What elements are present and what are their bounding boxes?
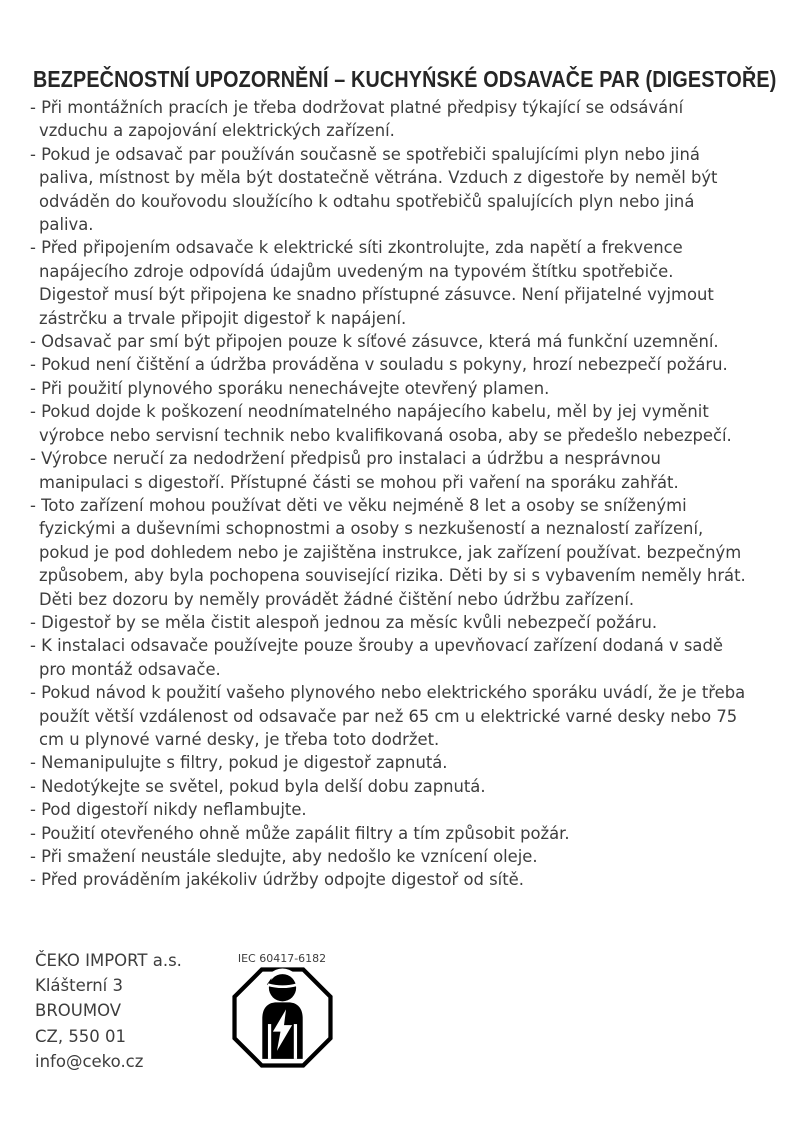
safety-bullet: - Před připojením odsavače k elektrické síti zkontrolujte, zda napětí a frekvence napájecího zdroje odpovídá údajům uvedeným na typovém štítku spotřebiče. Digestoř musí být připojena ke snadno přístupné zásuvce. Není přijatelné vyjmout zástrčku a trvale připojit digestoř k napájení. bbox=[30, 238, 714, 328]
safety-bullet: - Nedotýkejte se světel, pokud byla delší dobu zapnutá. bbox=[30, 776, 486, 796]
safety-bullet: - Výrobce neručí za nedodržení předpisů pro instalaci a údržbu a nesprávnou manipulaci s digestoří. Přístupné části se mohou při vaření na sporáku zahřát. bbox=[30, 449, 679, 492]
safety-instructions-list bbox=[30, 96, 746, 892]
safety-bullet: - Digestoř by se měla čistit alespoň jednou za měsíc kvůli nebezpečí požáru. bbox=[30, 612, 658, 632]
safety-bullet: - K instalaci odsavače používejte pouze šrouby a upevňovací zařízení dodaná v sadě pro montáž odsavače. bbox=[30, 636, 723, 679]
company-name: ČEKO IMPORT a.s. bbox=[35, 951, 182, 970]
safety-bullet: - Při použití plynového sporáku nenechávejte otevřený plamen. bbox=[30, 378, 550, 398]
safety-bullet: - Před prováděním jakékoliv údržby odpojte digestoř od sítě. bbox=[30, 870, 524, 890]
safety-bullet: - Pokud dojde k poškození neodnímatelného napájecího kabelu, měl by jej vyměnit výrobce nebo servisní technik nebo kvalifikovaná osoba, aby se předešlo nebezpečí. bbox=[30, 402, 732, 445]
safety-bullet: - Toto zařízení mohou používat děti ve věku nejméně 8 let a osoby se sníženými fyzickými a duševními schopnostmi a osoby s nezkušeností a neznalostí zařízení, pokud je pod dohledem nebo je zajištěna instrukce, jak zařízení používat. bezpečným způsobem, aby byla pochopena související rizika. Děti by si s vybavením neměly hrát. Děti bez dozoru by neměly provádět žádné čištění nebo údržbu zařízení. bbox=[30, 495, 746, 609]
certification-block bbox=[230, 952, 334, 1068]
safety-bullet: - Pokud není čištění a údržba prováděna v souladu s pokyny, hrozí nebezpečí požáru. bbox=[30, 355, 728, 375]
company-postal: CZ, 550 01 bbox=[35, 1026, 127, 1046]
electrician-service-icon bbox=[230, 967, 334, 1068]
iec-standard-label: IEC 60417-6182 bbox=[237, 952, 327, 965]
page-title: BEZPEČNOSTNÍ UPOZORNĚNÍ – KUCHYŃSKÉ ODSAVAČE PAR (DIGESTOŘE) bbox=[33, 65, 777, 92]
safety-bullet: - Použití otevřeného ohně může zapálit filtry a tím způsobit požár. bbox=[30, 823, 570, 843]
safety-bullet: - Pod digestoří nikdy neflambujte. bbox=[30, 800, 307, 820]
safety-bullet: - Pokud je odsavač par používán současně se spotřebiči spalujícími plyn nebo jiná paliva, místnost by měla být dostatečně větrána. Vzduch z digestoře by neměl být odváděn do kouřovodu sloužícího k odtahu spotřebičů spalujících plyn nebo jiná paliva. bbox=[30, 144, 718, 235]
safety-bullet: - Při montážních pracích je třeba dodržovat platné předpisy týkající se odsávání vzduchu a zapojování elektrických zařízení. bbox=[30, 98, 684, 141]
safety-bullet: - Nemanipulujte s filtry, pokud je digestoř zapnutá. bbox=[30, 753, 448, 773]
company-address-block bbox=[35, 948, 182, 1074]
safety-bullet: - Při smažení neustále sledujte, aby nedošlo ke vznícení oleje. bbox=[30, 847, 538, 866]
company-email: info@ceko.cz bbox=[35, 1051, 144, 1071]
company-city: BROUMOV bbox=[35, 1001, 122, 1021]
safety-bullet: - Odsavač par smí být připojen pouze k síťové zásuvce, která má funkční uzemnění. bbox=[30, 332, 719, 352]
safety-bullet: - Pokud návod k použití vašeho plynového nebo elektrického sporáku uvádí, že je třeba použít větší vzdálenost od odsavače par než 65 cm u elektrické varné desky nebo 75 cm u plynové varné desky, je třeba toto dodržet. bbox=[30, 683, 746, 749]
company-street: Klášterní 3 bbox=[35, 976, 124, 996]
